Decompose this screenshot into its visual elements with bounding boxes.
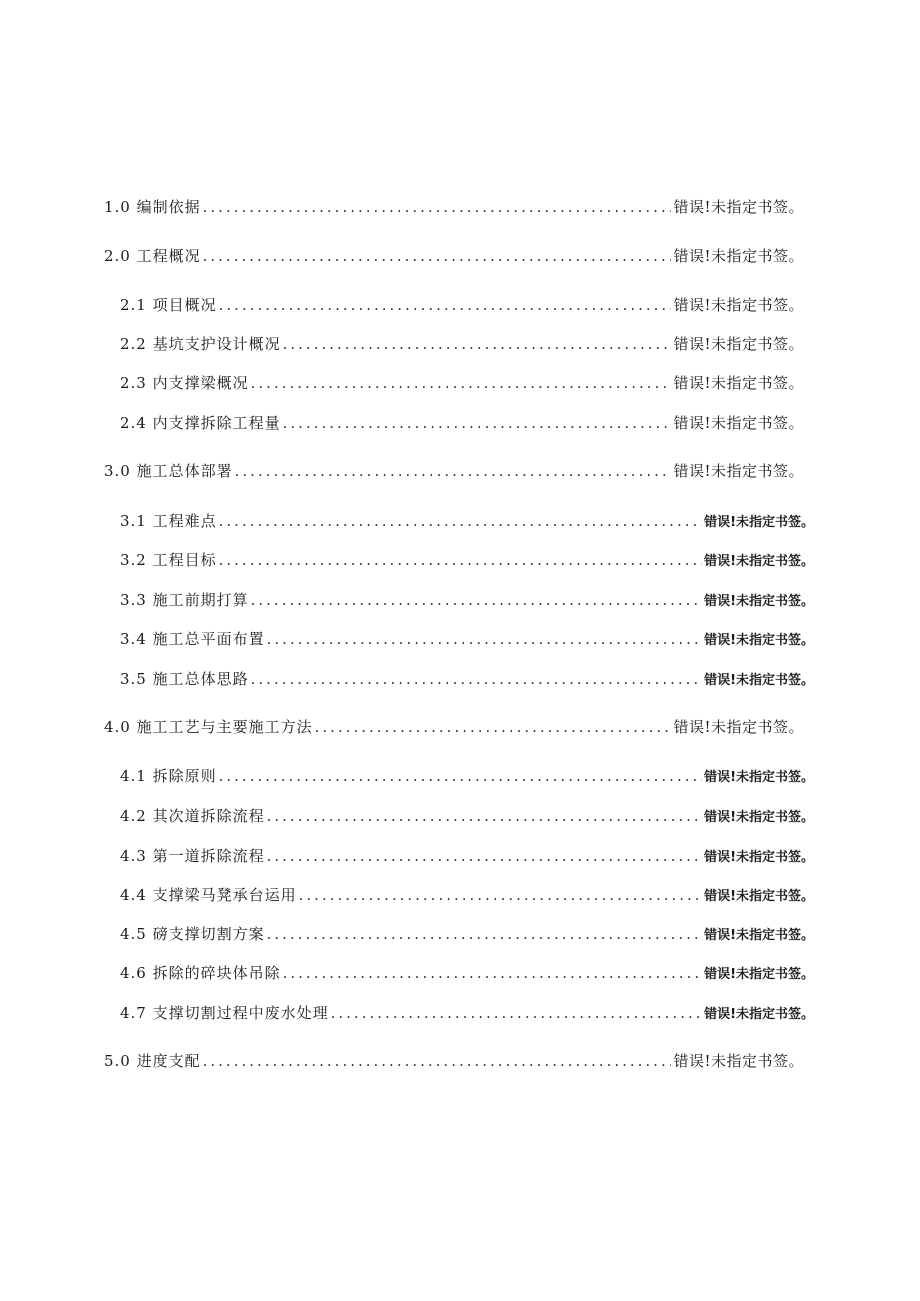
toc-entry-page-ref: 错误!未指定书签。 bbox=[704, 810, 814, 825]
toc-entry-2-3[interactable] bbox=[120, 372, 804, 394]
dot-leader bbox=[267, 845, 702, 867]
toc-entry-page-ref: 错误!未指定书签。 bbox=[704, 770, 814, 785]
toc-entry-label: 2.4 内支撑拆除工程量 bbox=[120, 414, 281, 432]
toc-entry-3-2[interactable] bbox=[120, 549, 814, 573]
dot-leader bbox=[267, 923, 702, 945]
toc-entry-page-ref: 错误!未指定书签。 bbox=[704, 850, 814, 865]
toc-entry-page-ref: 错误!未指定书签。 bbox=[704, 967, 814, 982]
toc-entry-label: 4.2 其次道拆除流程 bbox=[120, 807, 265, 825]
toc-entry-label: 2.1 项目概况 bbox=[120, 296, 217, 314]
toc-entry-label: 2.0 工程概况 bbox=[104, 247, 201, 265]
dot-leader bbox=[203, 196, 672, 218]
toc-entry-3-4[interactable] bbox=[120, 628, 814, 652]
toc-entry-page-ref: 错误!未指定书签。 bbox=[704, 889, 814, 904]
dot-leader bbox=[219, 294, 672, 316]
toc-entry-label: 5.0 进度支配 bbox=[104, 1052, 201, 1070]
toc-entry-page-ref: 错误!未指定书签。 bbox=[673, 414, 804, 432]
toc-entry-label: 3.0 施工总体部署 bbox=[104, 462, 233, 480]
dot-leader bbox=[283, 333, 672, 355]
dot-leader bbox=[299, 884, 702, 906]
dot-leader bbox=[203, 1050, 672, 1072]
toc-entry-label: 4.6 拆除的碎块体吊除 bbox=[120, 964, 281, 982]
toc-entry-label: 4.4 支撑梁马凳承台运用 bbox=[120, 886, 297, 904]
toc-entry-page-ref: 错误!未指定书签。 bbox=[704, 633, 814, 648]
dot-leader bbox=[315, 716, 672, 738]
toc-entry-1-0[interactable] bbox=[104, 196, 804, 218]
toc-entry-2-4[interactable] bbox=[120, 412, 804, 434]
toc-entry-4-5[interactable] bbox=[120, 923, 814, 947]
toc-entry-label: 4.5 磅支撑切割方案 bbox=[120, 925, 265, 943]
dot-leader bbox=[283, 962, 702, 984]
dot-leader bbox=[219, 510, 702, 532]
toc-entry-page-ref: 错误!未指定书签。 bbox=[673, 335, 804, 353]
toc-entry-4-1[interactable] bbox=[120, 765, 814, 789]
dot-leader bbox=[251, 589, 702, 611]
toc-entry-label: 2.2 基坑支护设计概况 bbox=[120, 335, 281, 353]
toc-entry-page-ref: 错误!未指定书签。 bbox=[704, 515, 814, 530]
toc-entry-label: 4.3 第一道拆除流程 bbox=[120, 847, 265, 865]
toc-entry-label: 3.1 工程难点 bbox=[120, 512, 217, 530]
toc-entry-page-ref: 错误!未指定书签。 bbox=[673, 198, 804, 216]
toc-entry-2-0[interactable] bbox=[104, 245, 804, 267]
toc-entry-page-ref: 错误!未指定书签。 bbox=[704, 673, 814, 688]
toc-entry-4-6[interactable] bbox=[120, 962, 814, 986]
toc-entry-3-0[interactable] bbox=[104, 460, 804, 482]
toc-entry-page-ref: 错误!未指定书签。 bbox=[673, 247, 804, 265]
toc-entry-page-ref: 错误!未指定书签。 bbox=[704, 554, 814, 569]
toc-entry-label: 3.5 施工总体思路 bbox=[120, 670, 249, 688]
toc-entry-label: 3.3 施工前期打算 bbox=[120, 591, 249, 609]
toc-entry-4-2[interactable] bbox=[120, 805, 814, 829]
dot-leader bbox=[267, 805, 702, 827]
toc-entry-page-ref: 错误!未指定书签。 bbox=[704, 928, 814, 943]
dot-leader bbox=[203, 245, 672, 267]
dot-leader bbox=[251, 372, 672, 394]
dot-leader bbox=[251, 668, 702, 690]
dot-leader bbox=[331, 1002, 702, 1024]
toc-entry-3-1[interactable] bbox=[120, 510, 814, 534]
toc-entry-label: 2.3 内支撑梁概况 bbox=[120, 374, 249, 392]
toc-entry-5-0[interactable] bbox=[104, 1050, 804, 1072]
toc-entry-label: 4.0 施工工艺与主要施工方法 bbox=[104, 718, 313, 736]
toc-entry-page-ref: 错误!未指定书签。 bbox=[704, 594, 814, 609]
toc-entry-page-ref: 错误!未指定书签。 bbox=[673, 462, 804, 480]
toc-entry-page-ref: 错误!未指定书签。 bbox=[704, 1007, 814, 1022]
dot-leader bbox=[235, 460, 672, 482]
toc-entry-page-ref: 错误!未指定书签。 bbox=[673, 374, 804, 392]
toc-entry-label: 1.0 编制依据 bbox=[104, 198, 201, 216]
toc-entry-label: 3.4 施工总平面布置 bbox=[120, 630, 265, 648]
toc-entry-label: 4.1 拆除原则 bbox=[120, 767, 217, 785]
toc-entry-4-7[interactable] bbox=[120, 1002, 814, 1026]
toc-entry-page-ref: 错误!未指定书签。 bbox=[673, 718, 804, 736]
toc-entry-label: 3.2 工程目标 bbox=[120, 551, 217, 569]
dot-leader bbox=[283, 412, 672, 434]
toc-entry-label: 4.7 支撑切割过程中废水处理 bbox=[120, 1004, 329, 1022]
toc-entry-page-ref: 错误!未指定书签。 bbox=[673, 1052, 804, 1070]
toc-entry-4-0[interactable] bbox=[104, 716, 804, 738]
toc-entry-2-2[interactable] bbox=[120, 333, 804, 355]
dot-leader bbox=[267, 628, 702, 650]
dot-leader bbox=[219, 549, 702, 571]
toc-entry-page-ref: 错误!未指定书签。 bbox=[673, 296, 804, 314]
toc-entry-3-3[interactable] bbox=[120, 589, 814, 613]
toc-entry-4-3[interactable] bbox=[120, 845, 814, 869]
toc-entry-3-5[interactable] bbox=[120, 668, 814, 692]
dot-leader bbox=[219, 765, 702, 787]
toc-entry-4-4[interactable] bbox=[120, 884, 814, 908]
toc-entry-2-1[interactable] bbox=[120, 294, 804, 316]
